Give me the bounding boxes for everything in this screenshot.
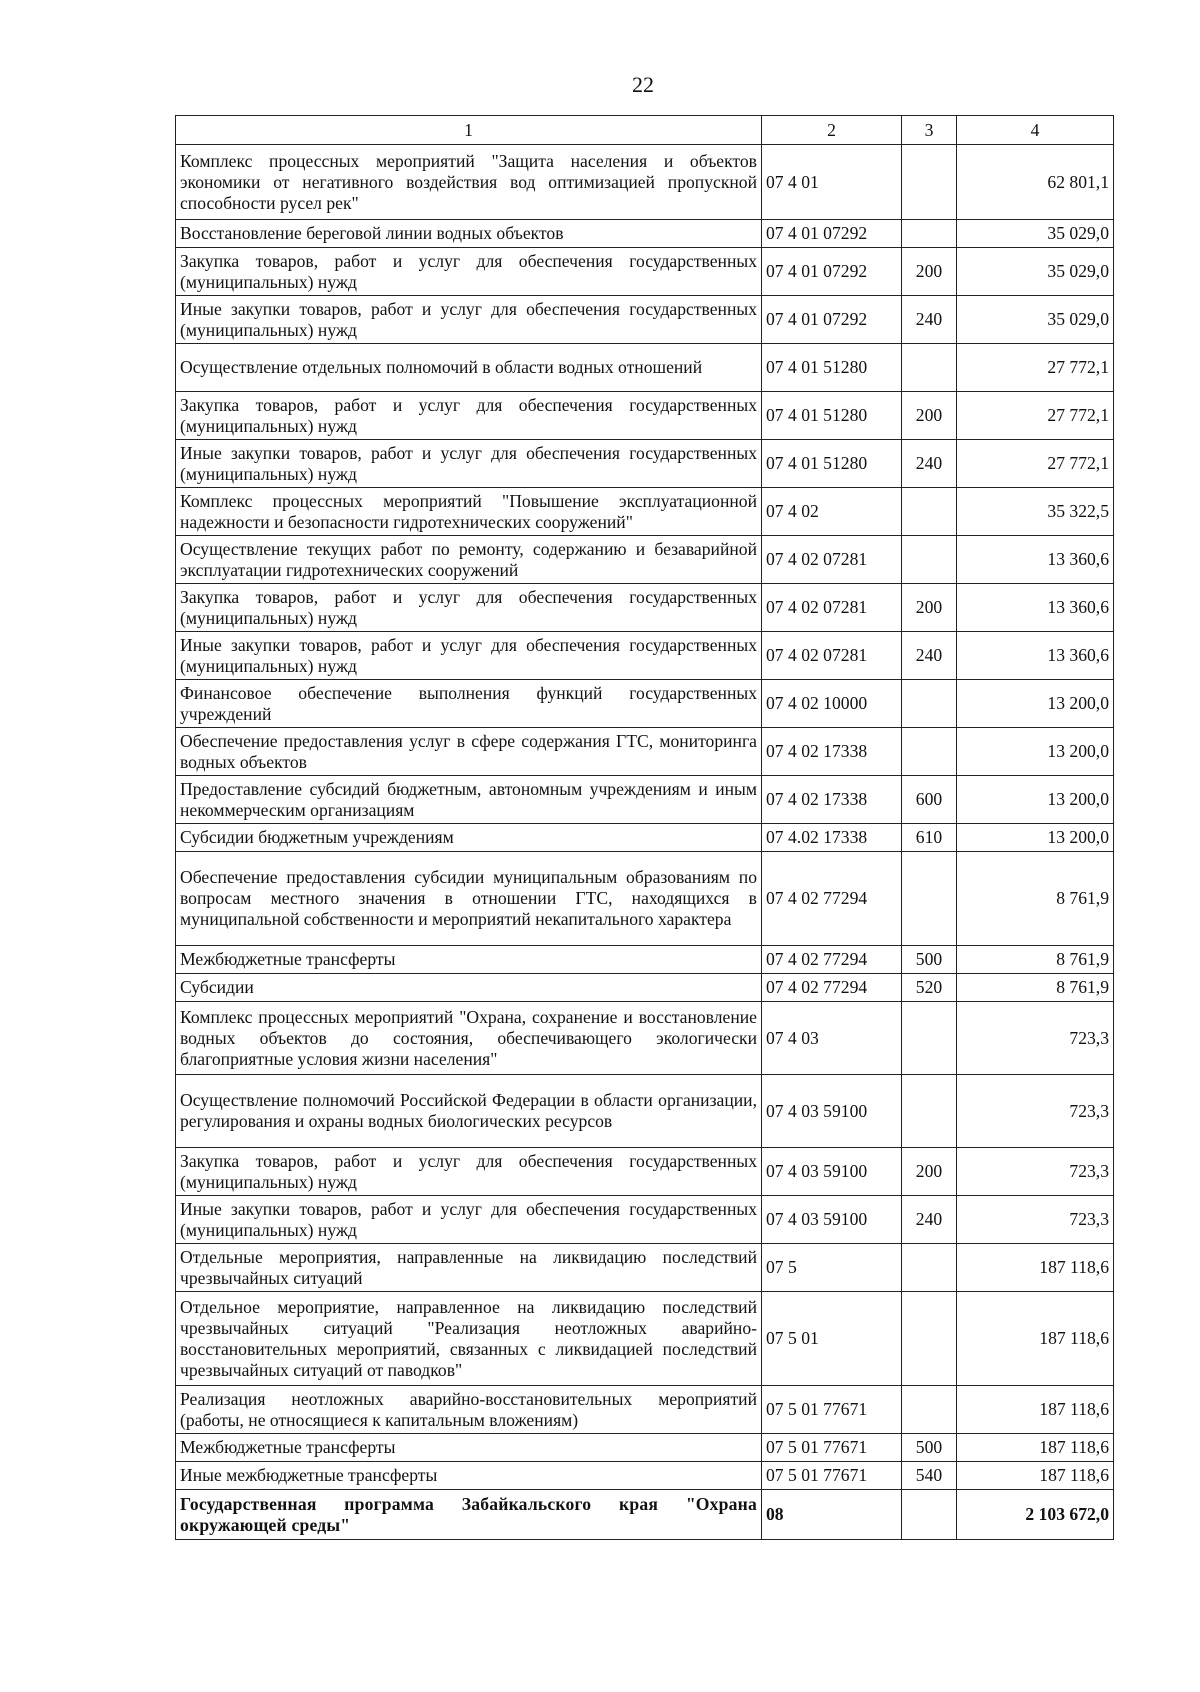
- row-type: [902, 1386, 957, 1434]
- table-row: [176, 1244, 1114, 1292]
- row-name: Восстановление береговой линии водных объектов: [176, 220, 762, 248]
- row-name: Комплекс процессных мероприятий "Повышение эксплуатационной надежности и безопасности гидротехнических сооружений": [176, 488, 762, 536]
- row-type: 200: [902, 392, 957, 440]
- row-sum: 35 029,0: [957, 220, 1114, 248]
- row-sum: 8 761,9: [957, 946, 1114, 974]
- table-row: [176, 145, 1114, 220]
- row-name: Осуществление полномочий Российской Федерации в области организации, регулирования и охраны водных биологических ресурсов: [176, 1075, 762, 1148]
- row-type: [902, 728, 957, 776]
- table-row: [176, 1386, 1114, 1434]
- row-code: 07 5 01 77671: [762, 1434, 902, 1462]
- row-name: Субсидии: [176, 974, 762, 1002]
- budget-table: [175, 115, 1114, 1540]
- row-sum: 8 761,9: [957, 974, 1114, 1002]
- row-type: 240: [902, 632, 957, 680]
- table-row: [176, 1075, 1114, 1148]
- row-type: [902, 145, 957, 220]
- table-row: [176, 946, 1114, 974]
- row-sum: 13 200,0: [957, 728, 1114, 776]
- table-row: [176, 296, 1114, 344]
- table-row: [176, 1490, 1114, 1540]
- row-name: Предоставление субсидий бюджетным, автономным учреждениям и иным некоммерческим организациям: [176, 776, 762, 824]
- row-sum: 35 322,5: [957, 488, 1114, 536]
- table-header-row: [176, 116, 1114, 145]
- row-code: 07 4 02 10000: [762, 680, 902, 728]
- header-col-3: 3: [902, 116, 957, 145]
- row-code: 07 5: [762, 1244, 902, 1292]
- row-code: 07 4 02 77294: [762, 974, 902, 1002]
- row-name: Закупка товаров, работ и услуг для обеспечения государственных (муниципальных) нужд: [176, 248, 762, 296]
- row-sum: 187 118,6: [957, 1462, 1114, 1490]
- row-sum: 13 360,6: [957, 632, 1114, 680]
- row-code: 07 4 03: [762, 1002, 902, 1075]
- row-sum: 723,3: [957, 1002, 1114, 1075]
- row-sum: 723,3: [957, 1196, 1114, 1244]
- table-row: [176, 728, 1114, 776]
- row-sum: 187 118,6: [957, 1292, 1114, 1386]
- row-sum: 2 103 672,0: [957, 1490, 1114, 1540]
- row-name: Иные закупки товаров, работ и услуг для обеспечения государственных (муниципальных) нужд: [176, 296, 762, 344]
- row-sum: 13 360,6: [957, 584, 1114, 632]
- table-row: [176, 1292, 1114, 1386]
- row-code: 07 5 01 77671: [762, 1462, 902, 1490]
- row-type: 240: [902, 1196, 957, 1244]
- row-code: 07 4 01 07292: [762, 296, 902, 344]
- page-number: 22: [632, 72, 654, 97]
- table-row: [176, 344, 1114, 392]
- row-code: 07 4 01: [762, 145, 902, 220]
- row-name: Иные закупки товаров, работ и услуг для обеспечения государственных (муниципальных) нужд: [176, 1196, 762, 1244]
- budget-table-body: [176, 116, 1114, 1540]
- row-type: 610: [902, 824, 957, 852]
- header-col-4: 4: [957, 116, 1114, 145]
- row-type: [902, 1490, 957, 1540]
- row-name: Комплекс процессных мероприятий "Защита населения и объектов экономики от негативного воздействия вод оптимизацией пропускной способности русел рек": [176, 145, 762, 220]
- table-row: [176, 248, 1114, 296]
- row-sum: 27 772,1: [957, 344, 1114, 392]
- row-name: Реализация неотложных аварийно-восстановительных мероприятий (работы, не относящиеся к капитальным вложениям): [176, 1386, 762, 1434]
- row-sum: 13 200,0: [957, 680, 1114, 728]
- row-type: 200: [902, 584, 957, 632]
- table-row: [176, 1434, 1114, 1462]
- row-type: 500: [902, 1434, 957, 1462]
- row-type: [902, 852, 957, 946]
- table-row: [176, 220, 1114, 248]
- table-row: [176, 1196, 1114, 1244]
- row-sum: 13 360,6: [957, 536, 1114, 584]
- row-name: Осуществление текущих работ по ремонту, содержанию и безаварийной эксплуатации гидротехнических сооружений: [176, 536, 762, 584]
- row-type: 540: [902, 1462, 957, 1490]
- row-type: [902, 220, 957, 248]
- row-code: 07 4 01 51280: [762, 392, 902, 440]
- row-type: 200: [902, 248, 957, 296]
- row-sum: 35 029,0: [957, 296, 1114, 344]
- row-sum: 62 801,1: [957, 145, 1114, 220]
- row-code: 07 4 02 07281: [762, 536, 902, 584]
- header-col-2: 2: [762, 116, 902, 145]
- row-code: 07 4 01 07292: [762, 220, 902, 248]
- row-name: Закупка товаров, работ и услуг для обеспечения государственных (муниципальных) нужд: [176, 1148, 762, 1196]
- header-col-1: 1: [176, 116, 762, 145]
- row-type: [902, 488, 957, 536]
- row-type: [902, 1292, 957, 1386]
- row-sum: 8 761,9: [957, 852, 1114, 946]
- row-type: 600: [902, 776, 957, 824]
- row-code: 07 5 01: [762, 1292, 902, 1386]
- row-sum: 723,3: [957, 1148, 1114, 1196]
- row-name: Финансовое обеспечение выполнения функций государственных учреждений: [176, 680, 762, 728]
- table-row: [176, 488, 1114, 536]
- row-sum: 13 200,0: [957, 824, 1114, 852]
- row-code: 07 5 01 77671: [762, 1386, 902, 1434]
- row-code: 07 4 03 59100: [762, 1075, 902, 1148]
- row-type: 240: [902, 296, 957, 344]
- table-row: [176, 852, 1114, 946]
- row-code: 07 4 02 17338: [762, 728, 902, 776]
- row-type: 240: [902, 440, 957, 488]
- table-row: [176, 680, 1114, 728]
- row-type: [902, 344, 957, 392]
- row-code: 07 4.02 17338: [762, 824, 902, 852]
- row-code: 07 4 01 51280: [762, 440, 902, 488]
- row-type: 520: [902, 974, 957, 1002]
- row-type: [902, 536, 957, 584]
- row-name: Обеспечение предоставления услуг в сфере содержания ГТС, мониторинга водных объектов: [176, 728, 762, 776]
- row-type: [902, 1002, 957, 1075]
- table-row: [176, 536, 1114, 584]
- table-row: [176, 440, 1114, 488]
- row-code: 07 4 02 07281: [762, 584, 902, 632]
- row-name: Закупка товаров, работ и услуг для обеспечения государственных (муниципальных) нужд: [176, 584, 762, 632]
- row-type: [902, 1244, 957, 1292]
- table-row: [176, 1148, 1114, 1196]
- row-type: 500: [902, 946, 957, 974]
- table-row: [176, 974, 1114, 1002]
- table-row: [176, 632, 1114, 680]
- row-code: 07 4 02 77294: [762, 946, 902, 974]
- row-name: Межбюджетные трансферты: [176, 946, 762, 974]
- row-name: Комплекс процессных мероприятий "Охрана, сохранение и восстановление водных объектов до состояния, обеспечивающего экологически благоприятные условия жизни населения": [176, 1002, 762, 1075]
- row-name: Иные закупки товаров, работ и услуг для обеспечения государственных (муниципальных) нужд: [176, 632, 762, 680]
- row-type: [902, 1075, 957, 1148]
- table-row: [176, 1462, 1114, 1490]
- row-sum: 35 029,0: [957, 248, 1114, 296]
- table-row: [176, 584, 1114, 632]
- table-row: [176, 824, 1114, 852]
- row-sum: 187 118,6: [957, 1244, 1114, 1292]
- table-row: [176, 776, 1114, 824]
- row-sum: 187 118,6: [957, 1386, 1114, 1434]
- row-code: 07 4 02 77294: [762, 852, 902, 946]
- row-sum: 27 772,1: [957, 440, 1114, 488]
- row-code: 07 4 03 59100: [762, 1196, 902, 1244]
- row-code: 08: [762, 1490, 902, 1540]
- row-sum: 187 118,6: [957, 1434, 1114, 1462]
- row-name: Иные межбюджетные трансферты: [176, 1462, 762, 1490]
- row-sum: 723,3: [957, 1075, 1114, 1148]
- row-type: 200: [902, 1148, 957, 1196]
- row-name: Закупка товаров, работ и услуг для обеспечения государственных (муниципальных) нужд: [176, 392, 762, 440]
- row-type: [902, 680, 957, 728]
- row-code: 07 4 02 07281: [762, 632, 902, 680]
- row-name: Субсидии бюджетным учреждениям: [176, 824, 762, 852]
- row-code: 07 4 02 17338: [762, 776, 902, 824]
- row-name: Обеспечение предоставления субсидии муниципальным образованиям по вопросам местного значения в отношении ГТС, находящихся в муниципальной собственности и мероприятий некапитального характера: [176, 852, 762, 946]
- row-code: 07 4 01 07292: [762, 248, 902, 296]
- row-name: Отдельное мероприятие, направленное на ликвидацию последствий чрезвычайных ситуаций "Реализация неотложных аварийно-восстановительных мероприятий, связанных с ликвидацией последствий чрезвычайных ситуаций от паводков": [176, 1292, 762, 1386]
- row-code: 07 4 03 59100: [762, 1148, 902, 1196]
- row-code: 07 4 01 51280: [762, 344, 902, 392]
- row-sum: 27 772,1: [957, 392, 1114, 440]
- row-sum: 13 200,0: [957, 776, 1114, 824]
- row-name: Межбюджетные трансферты: [176, 1434, 762, 1462]
- table-row: [176, 1002, 1114, 1075]
- table-row: [176, 392, 1114, 440]
- row-name: Отдельные мероприятия, направленные на ликвидацию последствий чрезвычайных ситуаций: [176, 1244, 762, 1292]
- row-name: Иные закупки товаров, работ и услуг для обеспечения государственных (муниципальных) нужд: [176, 440, 762, 488]
- row-name: Осуществление отдельных полномочий в области водных отношений: [176, 344, 762, 392]
- row-name: Государственная программа Забайкальского края "Охрана окружающей среды": [176, 1490, 762, 1540]
- row-code: 07 4 02: [762, 488, 902, 536]
